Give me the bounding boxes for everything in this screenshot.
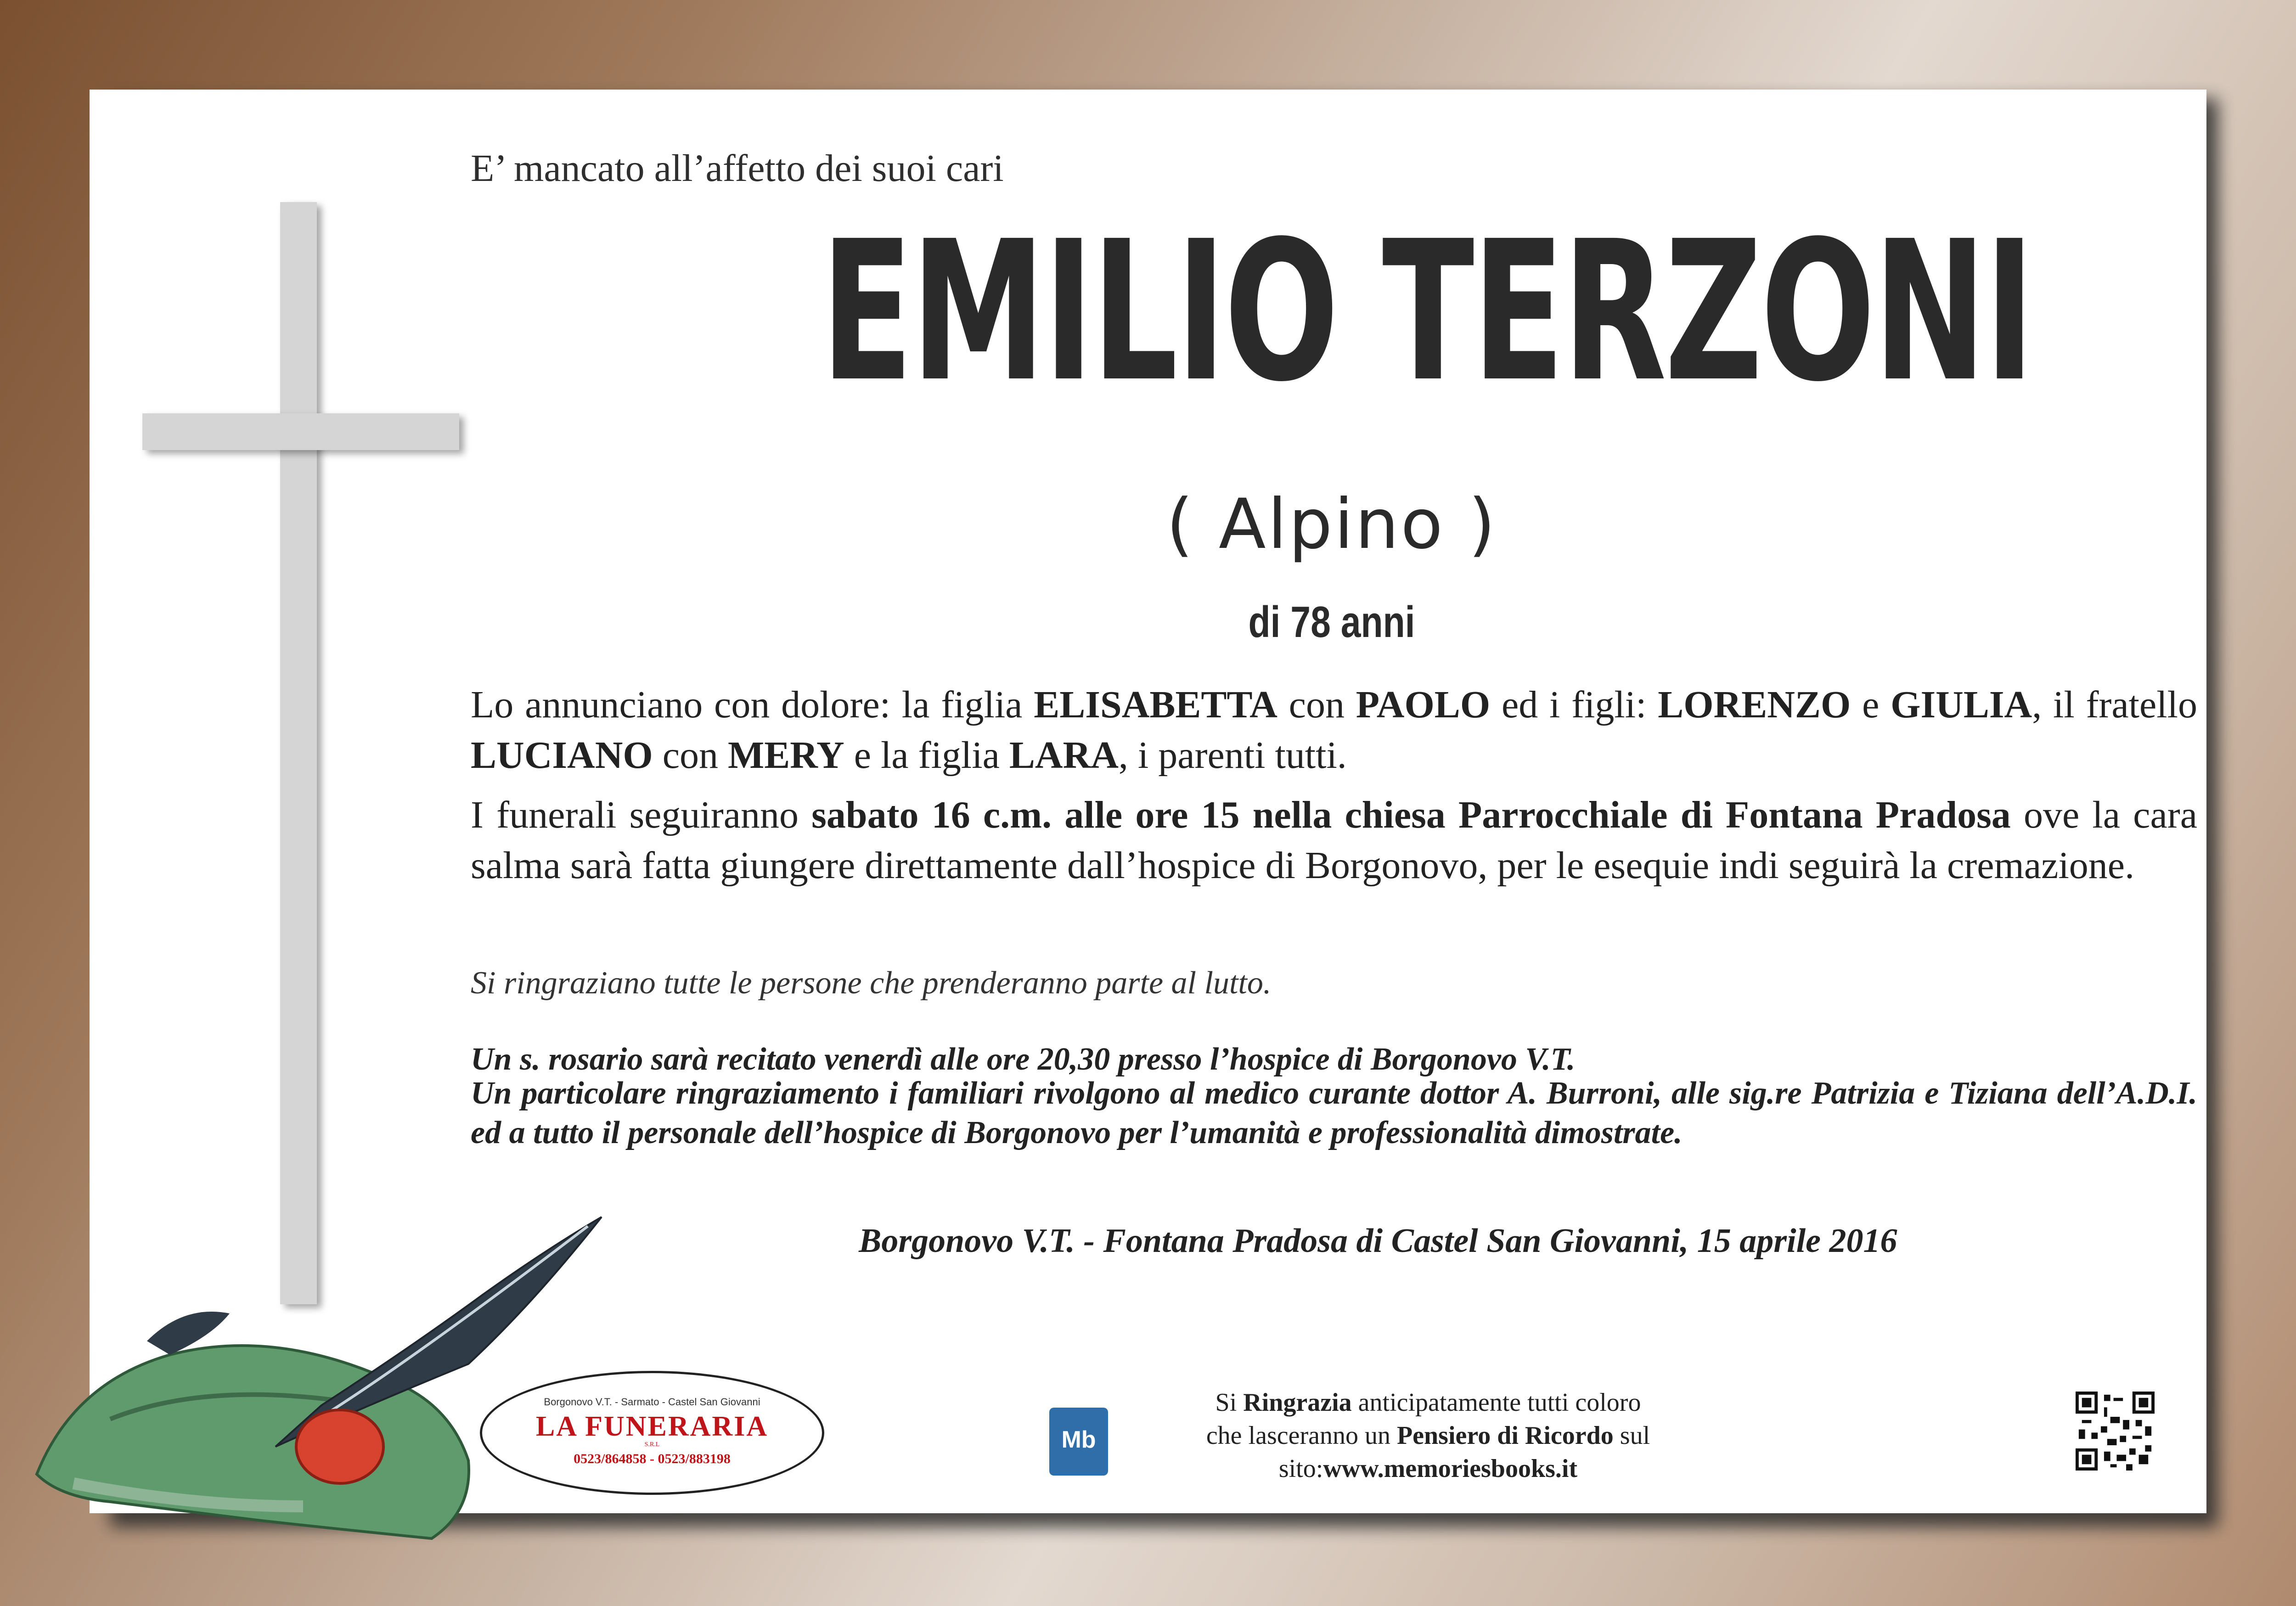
text-segment: ove la cara salma sarà fatta giungere direttamente dall’hospice di Borgonovo, per le esequie indi seguirà la cremazione. bbox=[471, 794, 2197, 887]
text-segment: MERY bbox=[728, 734, 844, 777]
subtitle: ( Alpino ) bbox=[1166, 485, 1497, 564]
text-segment: PAOLO bbox=[1356, 683, 1491, 726]
gratitude-paragraph: Un particolare ringraziamento i familiari rivolgono al medico curante dottor A. Burroni, alle sig.re Patrizia e Tiziana dell’A.D.I. ed a tutto il personale dell’hospice di Borgonovo per l’umanità e professionalità dimostrate. bbox=[471, 1076, 2197, 1150]
cross-arm bbox=[142, 413, 459, 450]
logo-name: LA FUNERARIA bbox=[535, 1411, 769, 1442]
deceased-name: EMILIO TERZONI bbox=[821, 200, 2033, 424]
logo-phones: 0523/864858 - 0523/883198 bbox=[574, 1451, 731, 1466]
announcement-paragraph bbox=[471, 680, 2197, 781]
text-segment: sito: bbox=[1278, 1454, 1323, 1483]
text-segment: e bbox=[1851, 683, 1891, 726]
text-segment: Pensiero di Ricordo bbox=[1396, 1421, 1614, 1450]
qr-code-icon[interactable] bbox=[2076, 1392, 2155, 1471]
text-segment: GIULIA bbox=[1891, 683, 2032, 726]
text-segment: con bbox=[653, 734, 728, 777]
place-date: Borgonovo V.T. - Fontana Pradosa di Castel San Giovanni, 15 aprile 2016 bbox=[859, 1222, 1897, 1260]
text-segment: sabato 16 c.m. alle ore 15 nella chiesa Parrocchiale di Fontana Pradosa bbox=[811, 794, 2011, 836]
text-segment: anticipatamente tutti coloro bbox=[1351, 1388, 1641, 1417]
text-segment: LORENZO bbox=[1658, 683, 1851, 726]
text-segment: , il fratello bbox=[2032, 683, 2197, 726]
text-segment: LUCIANO bbox=[471, 734, 653, 777]
logo-towns: Borgonovo V.T. - Sarmato - Castel San Giovanni bbox=[544, 1396, 760, 1408]
text-segment: ed i figli: bbox=[1490, 683, 1658, 726]
cross-icon bbox=[280, 202, 317, 1304]
age: di 78 anni bbox=[1248, 597, 1415, 647]
intro-text: E’ mancato all’affetto dei suoi cari bbox=[471, 147, 1004, 190]
text-segment: I funerali seguiranno bbox=[471, 794, 812, 836]
text-segment: LARA bbox=[1009, 734, 1119, 777]
text-segment: , i parenti tutti. bbox=[1118, 734, 1347, 777]
text-segment: ELISABETTA bbox=[1034, 683, 1277, 726]
text-segment: Si bbox=[1215, 1388, 1244, 1417]
text-segment: con bbox=[1277, 683, 1356, 726]
text-segment: www.memoriesbooks.it bbox=[1323, 1454, 1578, 1483]
rosary-line: Un s. rosario sarà recitato venerdì alle ore 20,30 presso l’hospice di Borgonovo V.T. bbox=[471, 1042, 1576, 1077]
text-segment: Lo annunciano con dolore: la figlia bbox=[471, 683, 1034, 726]
memoriesbooks-icon: Mb bbox=[1049, 1408, 1108, 1476]
text-segment: sul bbox=[1613, 1421, 1650, 1450]
thanks-line: Si ringraziano tutte le persone che prenderanno parte al lutto. bbox=[471, 965, 1272, 1001]
logo-srl: S.R.L bbox=[644, 1441, 660, 1448]
funeral-paragraph bbox=[471, 790, 2197, 891]
text-segment: che lasceranno un bbox=[1206, 1421, 1397, 1450]
text-segment: e la figlia bbox=[844, 734, 1009, 777]
text-segment: Ringrazia bbox=[1243, 1388, 1352, 1417]
funeral-home-logo bbox=[480, 1371, 824, 1495]
memories-notice bbox=[1130, 1386, 1727, 1485]
alpine-hat-icon bbox=[18, 1189, 615, 1557]
